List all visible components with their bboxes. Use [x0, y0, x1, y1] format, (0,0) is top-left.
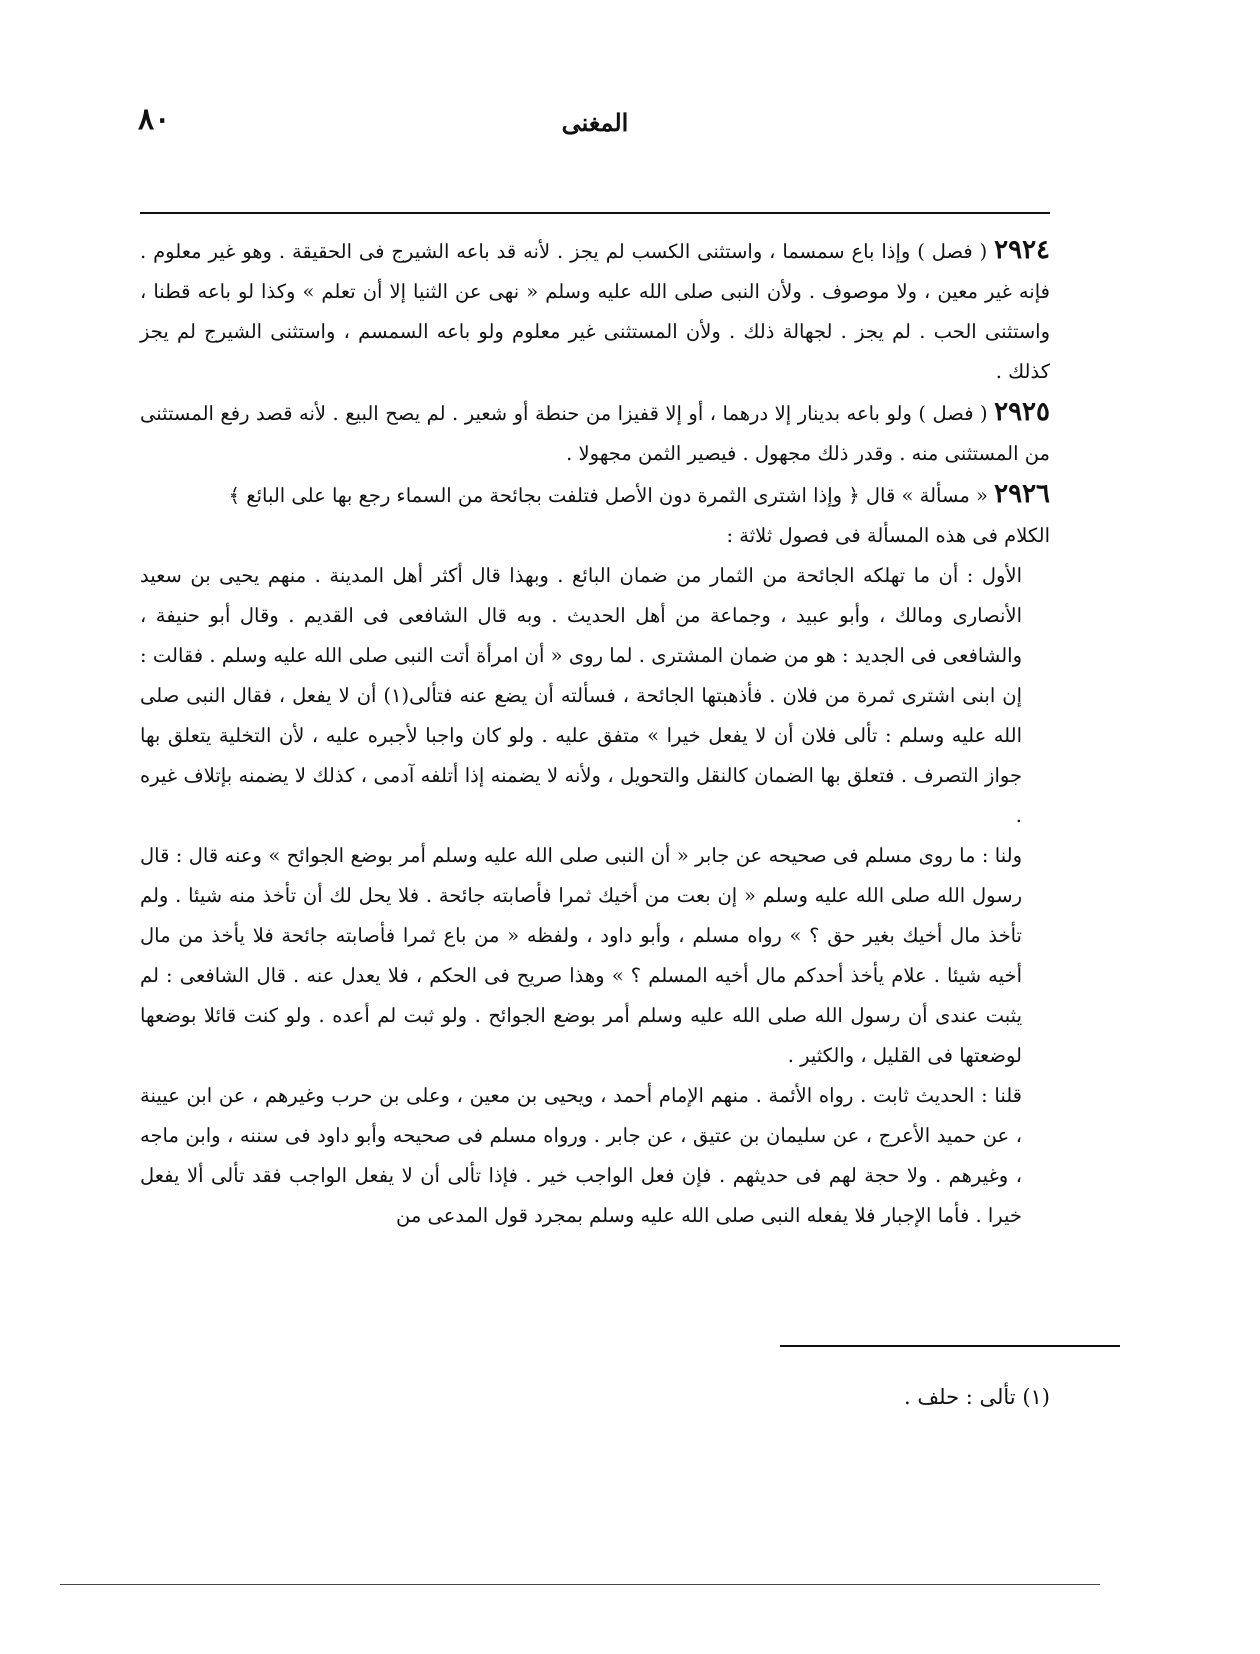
paragraph-2924 — [140, 230, 1050, 392]
paragraph-number: ٢٩٢٦ — [994, 479, 1050, 509]
paragraph-number: ٢٩٢٤ — [994, 235, 1050, 265]
header-rule — [140, 212, 1050, 214]
main-text — [140, 230, 1050, 1236]
paragraph-2925 — [140, 392, 1050, 474]
bottom-edge-line — [60, 1584, 1100, 1585]
paragraph-text: ( فصل ) ولو باعه بدينار إلا درهما ، أو إلا قفيزا من حنطة أو شعير . لم يصح البيع . لأنه قصد رفع المستثنى من المستثنى منه . وقدر ذلك مجهول . فيصير الثمن مجهولا . — [140, 402, 1050, 465]
section-evidence: ولنا : ما روى مسلم فى صحيحه عن جابر « أن النبى صلى الله عليه وسلم أمر بوضع الجوائح » وعنه قال : قال رسول الله صلى الله عليه وسلم « إن بعت من أخيك ثمرا فأصابته جائحة . فلا يحل لك أن تأخذ منه شيئا . ولم تأخذ مال أخيك بغير حق ؟ » رواه مسلم ، وأبو داود ، ولفظه « من باع ثمرا فأصابته جائحة فلا يأخذ من مال أخيه شيئا . علام يأخذ أحدكم مال أخيه المسلم ؟ » وهذا صريح فى الحكم ، فلا يعدل عنه . قال الشافعى : لم يثبت عندى أن رسول الله صلى الله عليه وسلم أمر بوضع الجوائح . ولو ثبت لم أعده . ولو كنت قائلا بوضعها لوضعتها فى القليل ، والكثير . — [140, 844, 1022, 1067]
paragraph-number: ٢٩٢٥ — [994, 397, 1050, 427]
section-intro: الكلام فى هذه المسألة فى فصول ثلاثة : — [726, 524, 1050, 547]
section-first: الأول : أن ما تهلكه الجائحة من الثمار من ضمان البائع . وبهذا قال أكثر أهل المدينة . منهم يحيى بن سعيد الأنصارى ومالك ، وأبو عبيد ، وجماعة من أهل الحديث . وبه قال الشافعى فى القديم . وقال أبو حنيفة ، والشافعى فى الجديد : هو من ضمان المشترى . لما روى « أن امرأة أتت النبى صلى الله عليه وسلم . فقالت : إن ابنى اشترى ثمرة من فلان . فأذهبتها الجائحة ، فسألته أن يضع عنه فتألى(١) أن لا يفعل ، فقال النبى صلى الله عليه وسلم : تألى فلان أن لا يفعل خيرا » متفق عليه . ولو كان واجبا لأجبره عليه ، لأن التخلية يتعلق بها جواز التصرف . فتعلق بها الضمان كالنقل والتحويل ، ولأنه لا يضمنه إذا أتلفه آدمى ، كذلك لا يضمنه بإتلاف غيره . — [140, 564, 1022, 827]
paragraph-text: « مسألة » قال ﴿ وإذا اشترى الثمرة دون الأصل فتلفت بجائحة من السماء رجع بها على البائع ﴾ — [228, 484, 988, 507]
section-reply: قلنا : الحديث ثابت . رواه الأئمة . منهم الإمام أحمد ، ويحيى بن معين ، وعلى بن حرب وغيرهم ، عن ابن عيينة ، عن حميد الأعرج ، عن سليمان بن عتيق ، عن جابر . ورواه مسلم فى صحيحه وأبو داود فى سننه ، وابن ماجه ، وغيرهم . ولا حجة لهم فى حديثهم . فإن فعل الواجب خير . فإذا تألى أن لا يفعل الواجب فقد تألى ألا يفعل خيرا . فأما الإجبار فلا يفعله النبى صلى الله عليه وسلم بمجرد قول المدعى من — [140, 1084, 1022, 1227]
page-number: ٨٠ — [138, 102, 171, 137]
footnote: (١) تألى : حلف . — [904, 1385, 1050, 1409]
running-title: المغنى — [561, 108, 629, 137]
page-header — [138, 80, 1050, 137]
book-page — [140, 80, 1050, 1580]
paragraph-2926 — [140, 474, 1050, 516]
footnote-rule — [780, 1345, 1120, 1347]
paragraph-text: ( فصل ) وإذا باع سمسما ، واستثنى الكسب لم يجز . لأنه قد باعه الشيرج فى الحقيقة . وهو غير معلوم . فإنه غير معين ، ولا موصوف . ولأن النبى صلى الله عليه وسلم « نهى عن الثنيا إلا أن تعلم » وكذا لو باعه قطنا ، واستثنى الحب . لم يجز . لجهالة ذلك . ولأن المستثنى غير معلوم ولو باعه السمسم ، واستثنى الشيرج لم يجز كذلك . — [140, 240, 1050, 383]
